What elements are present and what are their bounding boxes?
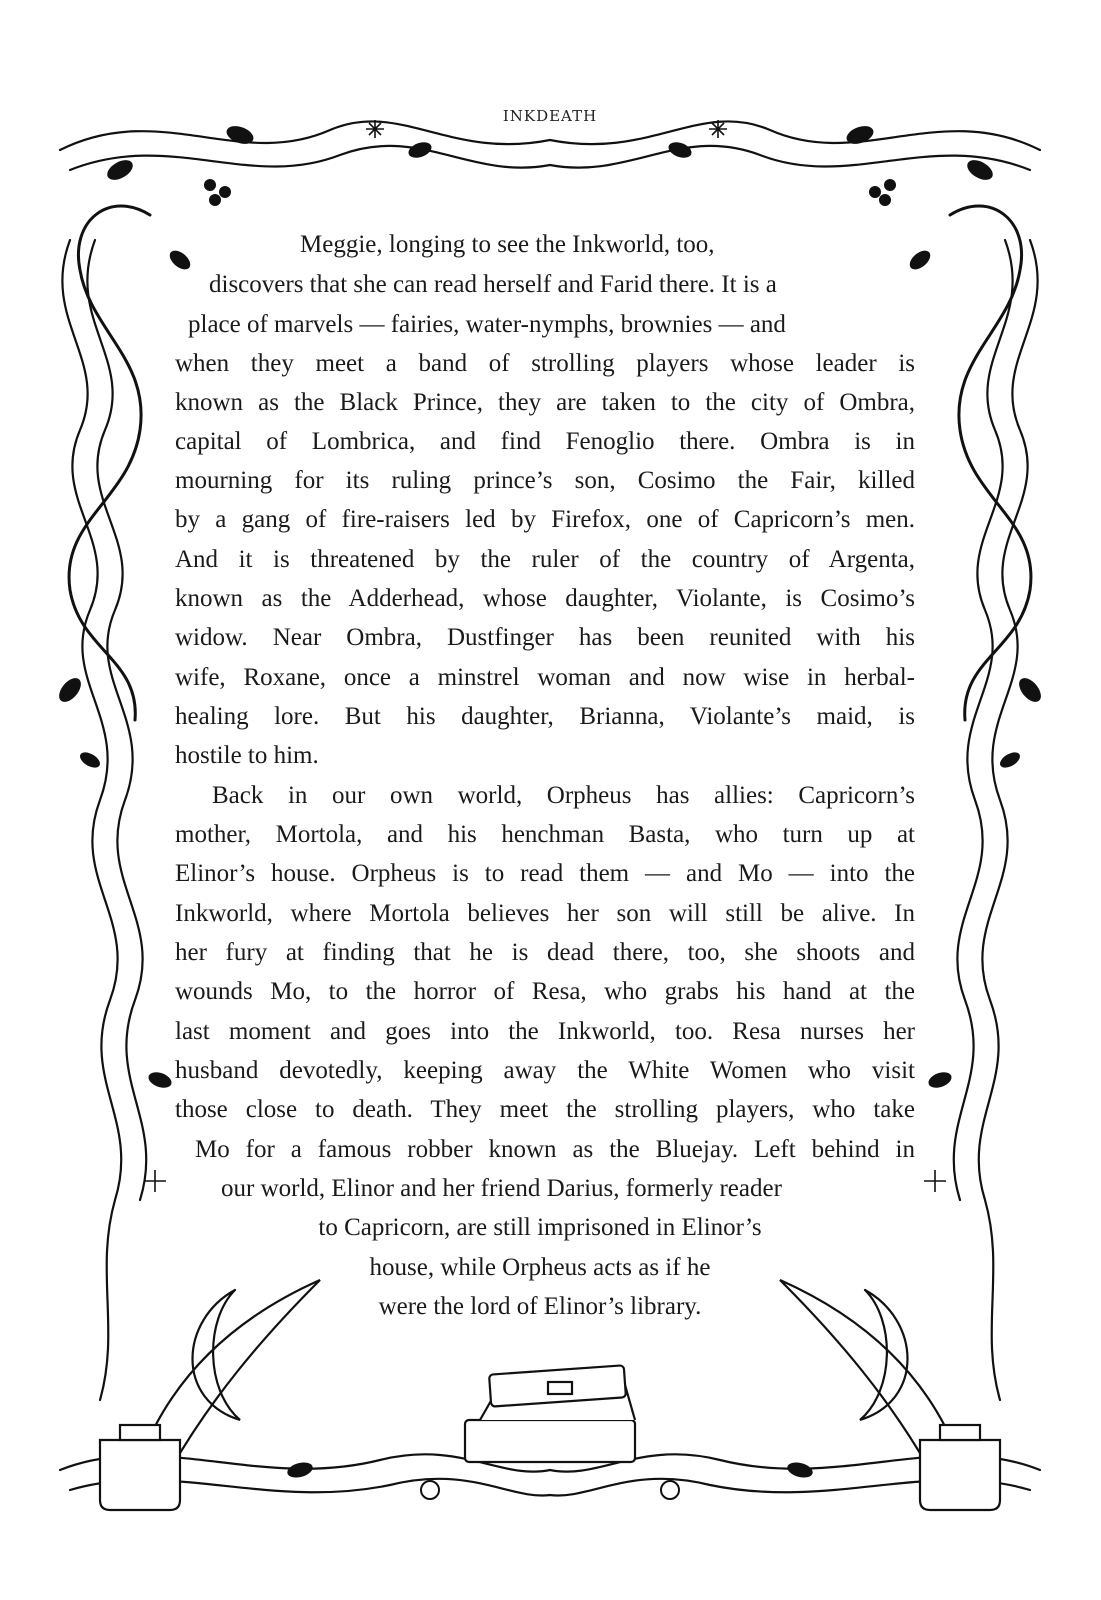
text-line: last moment and goes into the Inkworld, too. Resa nurses her xyxy=(175,1018,915,1045)
text-line: Meggie, longing to see the Inkworld, too, xyxy=(300,231,715,258)
books-illustration xyxy=(465,1365,635,1462)
left-vine xyxy=(62,240,121,1400)
text-line: our world, Elinor and her friend Darius, formerly reader xyxy=(221,1175,782,1202)
star-left xyxy=(144,1170,166,1192)
text-line: Inkworld, where Mortola believes her son will still be alive. In xyxy=(175,900,915,927)
text-line: mourning for its ruling prince’s son, Cosimo the Fair, killed xyxy=(175,467,915,494)
text-line: discovers that she can read herself and Farid there. It is a xyxy=(209,271,777,298)
right-serpent xyxy=(950,206,1031,720)
text-line: wife, Roxane, once a minstrel woman and now wise in herbal- xyxy=(175,664,915,691)
text-line: And it is threatened by the ruler of the country of Argenta, xyxy=(175,546,915,573)
text-line: widow. Near Ombra, Dustfinger has been reunited with his xyxy=(175,624,915,651)
book-title-header: INKDEATH xyxy=(502,107,598,125)
text-line: house, while Orpheus acts as if he xyxy=(369,1254,711,1281)
text-line: when they meet a band of strolling players whose leader is xyxy=(175,350,915,377)
text-line: those close to death. They meet the strolling players, who take xyxy=(175,1096,915,1123)
star-right xyxy=(924,1170,946,1192)
text-line: her fury at finding that he is dead there, too, she shoots and xyxy=(175,939,915,966)
text-line: known as the Black Prince, they are taken to the city of Ombra, xyxy=(175,389,915,416)
text-line: healing lore. But his daughter, Brianna, Violante’s maid, is xyxy=(175,703,915,730)
text-line: were the lord of Elinor’s library. xyxy=(378,1293,702,1320)
text-line: Back in our own world, Orpheus has allies: Capricorn’s xyxy=(212,782,915,809)
right-vine xyxy=(979,240,1038,1400)
left-serpent xyxy=(69,206,150,720)
text-line: place of marvels — fairies, water-nymphs, brownies — and xyxy=(188,311,786,338)
text-line: Mo for a famous robber known as the Bluejay. Left behind in xyxy=(195,1136,915,1163)
text-line: known as the Adderhead, whose daughter, Violante, is Cosimo’s xyxy=(175,585,915,612)
text-line: mother, Mortola, and his henchman Basta, who turn up at xyxy=(175,821,915,848)
text-line: capital of Lombrica, and find Fenoglio there. Ombra is in xyxy=(175,428,915,455)
top-garland xyxy=(60,121,1040,150)
text-line: husband devotedly, keeping away the White Women who visit xyxy=(175,1057,915,1084)
text-line: to Capricorn, are still imprisoned in Elinor’s xyxy=(318,1214,762,1241)
text-line: wounds Mo, to the horror of Resa, who grabs his hand at the xyxy=(175,978,915,1005)
text-line: Elinor’s house. Orpheus is to read them — and Mo — into the xyxy=(175,860,915,887)
text-line: hostile to him. xyxy=(175,742,319,769)
text-line: by a gang of fire-raisers led by Firefox, one of Capricorn’s men. xyxy=(175,506,915,533)
